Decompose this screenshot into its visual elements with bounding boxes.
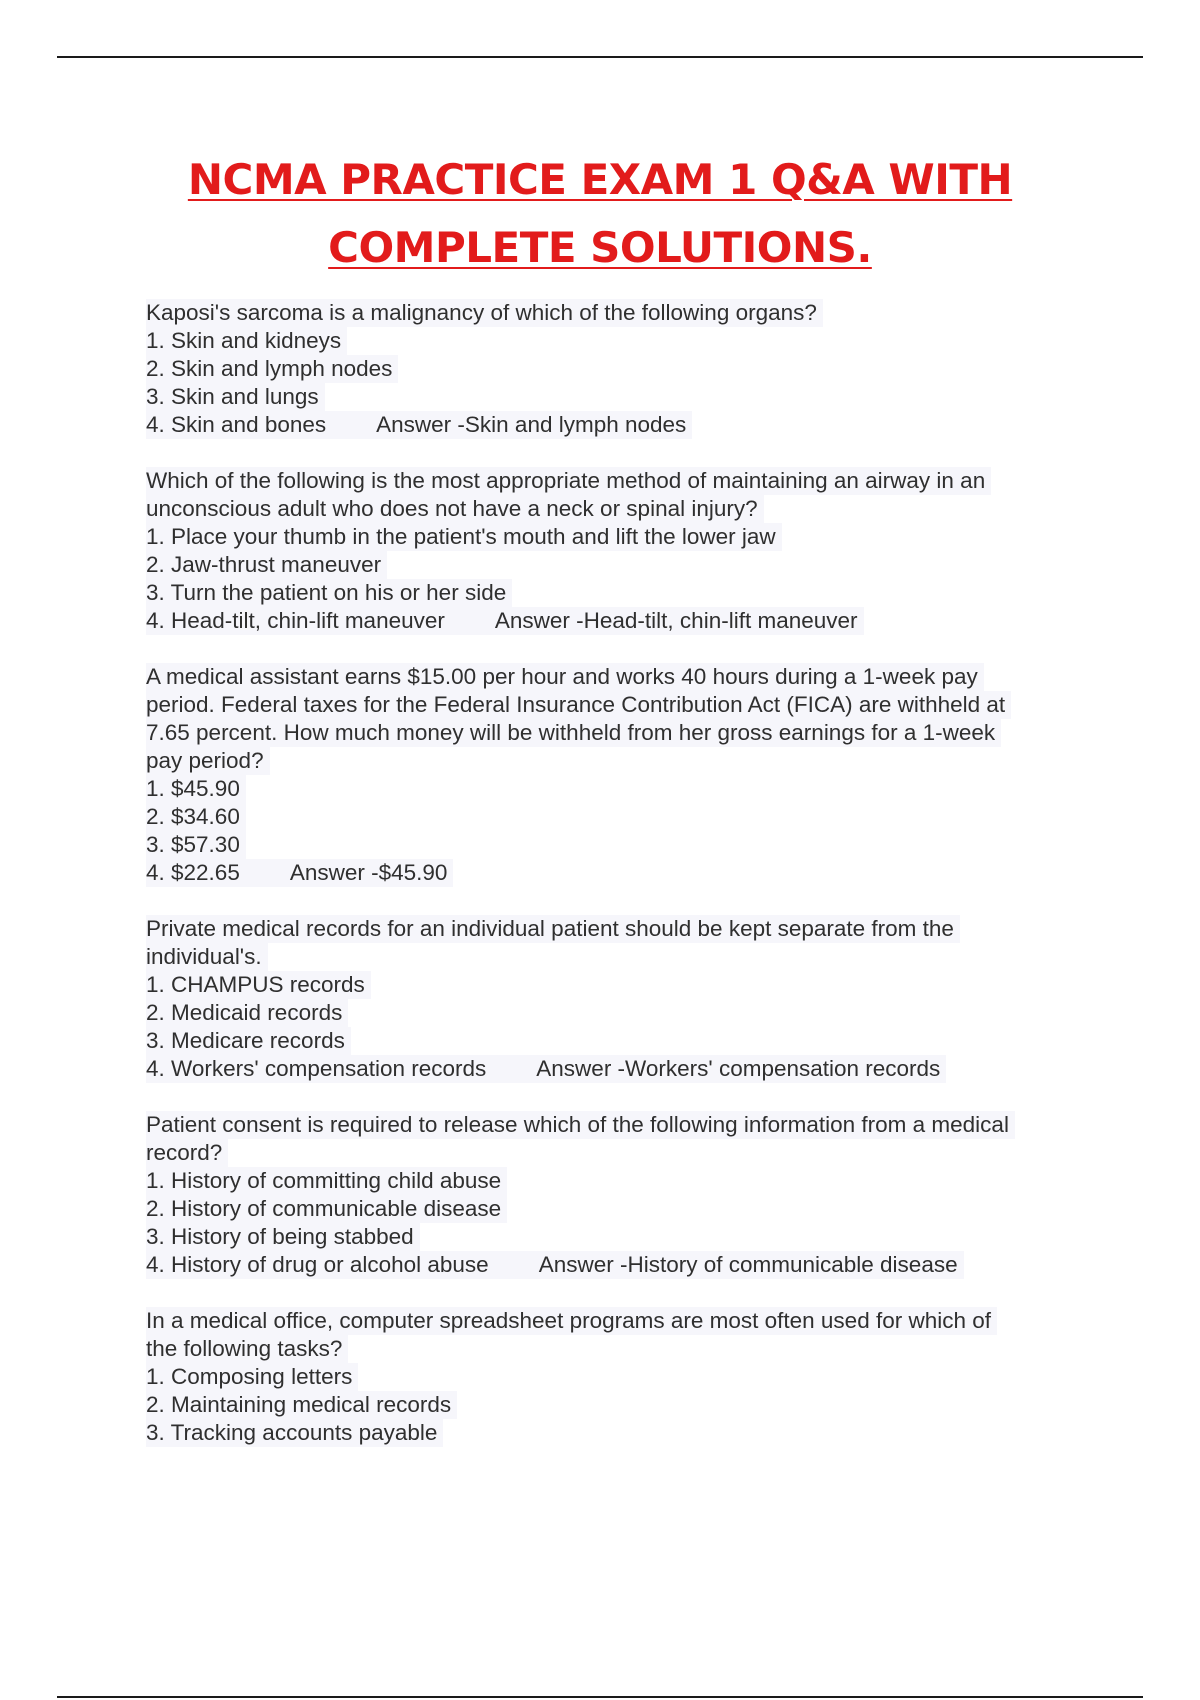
answer-option: 4. History of drug or alcohol abuse	[146, 1252, 489, 1277]
question-prompt-line: Kaposi's sarcoma is a malignancy of which of the following organs?	[146, 299, 823, 327]
question-prompt-line: unconscious adult who does not have a neck or spinal injury?	[146, 495, 764, 523]
answer-option: 1. $45.90	[146, 775, 246, 803]
question-1	[146, 299, 1086, 439]
question-prompt-line: Patient consent is required to release which of the following information from a medical	[146, 1111, 1015, 1139]
question-prompt-line: Which of the following is the most appropriate method of maintaining an airway in an	[146, 467, 991, 495]
bottom-rule	[57, 1696, 1143, 1698]
question-prompt-line: record?	[146, 1139, 228, 1167]
answer-option: 1. Place your thumb in the patient's mouth and lift the lower jaw	[146, 523, 782, 551]
question-prompt-line: individual's.	[146, 943, 268, 971]
answer-option: 4. Head-tilt, chin-lift maneuver	[146, 608, 445, 633]
answer-option: 2. Maintaining medical records	[146, 1391, 457, 1419]
answer-option: 4. Skin and bones	[146, 412, 327, 437]
answer-option: 1. Composing letters	[146, 1363, 358, 1391]
correct-answer: Answer -$45.90	[289, 860, 448, 885]
answer-option: 2. History of communicable disease	[146, 1195, 507, 1223]
question-2	[146, 467, 1086, 635]
answer-option: 2. Medicaid records	[146, 999, 348, 1027]
question-4	[146, 915, 1086, 1083]
answer-option: 4. Workers' compensation records	[146, 1056, 487, 1081]
question-prompt-line: the following tasks?	[146, 1335, 348, 1363]
question-5	[146, 1111, 1086, 1279]
answer-option: 3. History of being stabbed	[146, 1223, 420, 1251]
last-option-row	[146, 607, 864, 635]
answer-option: 1. Skin and kidneys	[146, 327, 347, 355]
correct-answer: Answer -Workers' compensation records	[536, 1056, 941, 1081]
question-prompt-line: period. Federal taxes for the Federal Insurance Contribution Act (FICA) are withheld at	[146, 691, 1011, 719]
top-rule	[57, 56, 1143, 58]
last-option-row	[146, 859, 453, 887]
answer-option: 3. Turn the patient on his or her side	[146, 579, 512, 607]
question-prompt-line: 7.65 percent. How much money will be withheld from her gross earnings for a 1-week	[146, 719, 1001, 747]
answer-option: 3. Medicare records	[146, 1027, 351, 1055]
correct-answer: Answer -Skin and lymph nodes	[376, 412, 687, 437]
last-option-row	[146, 1251, 964, 1279]
correct-answer: Answer -Head-tilt, chin-lift maneuver	[494, 608, 858, 633]
answer-option: 4. $22.65	[146, 860, 240, 885]
answer-option: 1. CHAMPUS records	[146, 971, 371, 999]
question-prompt-line: pay period?	[146, 747, 270, 775]
question-prompt-line: A medical assistant earns $15.00 per hour and works 40 hours during a 1-week pay	[146, 663, 984, 691]
answer-option: 3. Skin and lungs	[146, 383, 325, 411]
questions-list	[146, 299, 1086, 1475]
correct-answer: Answer -History of communicable disease	[538, 1252, 958, 1277]
question-prompt-line: Private medical records for an individual patient should be kept separate from the	[146, 915, 960, 943]
last-option-row	[146, 411, 692, 439]
answer-option: 3. $57.30	[146, 831, 246, 859]
question-prompt-line: In a medical office, computer spreadsheet programs are most often used for which of	[146, 1307, 997, 1335]
last-option-row	[146, 1055, 946, 1083]
answer-option: 3. Tracking accounts payable	[146, 1419, 443, 1447]
answer-option: 2. $34.60	[146, 803, 246, 831]
page-title	[0, 146, 1200, 282]
title-line-1: NCMA PRACTICE EXAM 1 Q&A WITH	[187, 155, 1013, 204]
question-3	[146, 663, 1086, 887]
answer-option: 2. Jaw-thrust maneuver	[146, 551, 387, 579]
title-line-2: COMPLETE SOLUTIONS.	[328, 223, 872, 272]
answer-option: 2. Skin and lymph nodes	[146, 355, 398, 383]
question-6	[146, 1307, 1086, 1447]
answer-option: 1. History of committing child abuse	[146, 1167, 507, 1195]
